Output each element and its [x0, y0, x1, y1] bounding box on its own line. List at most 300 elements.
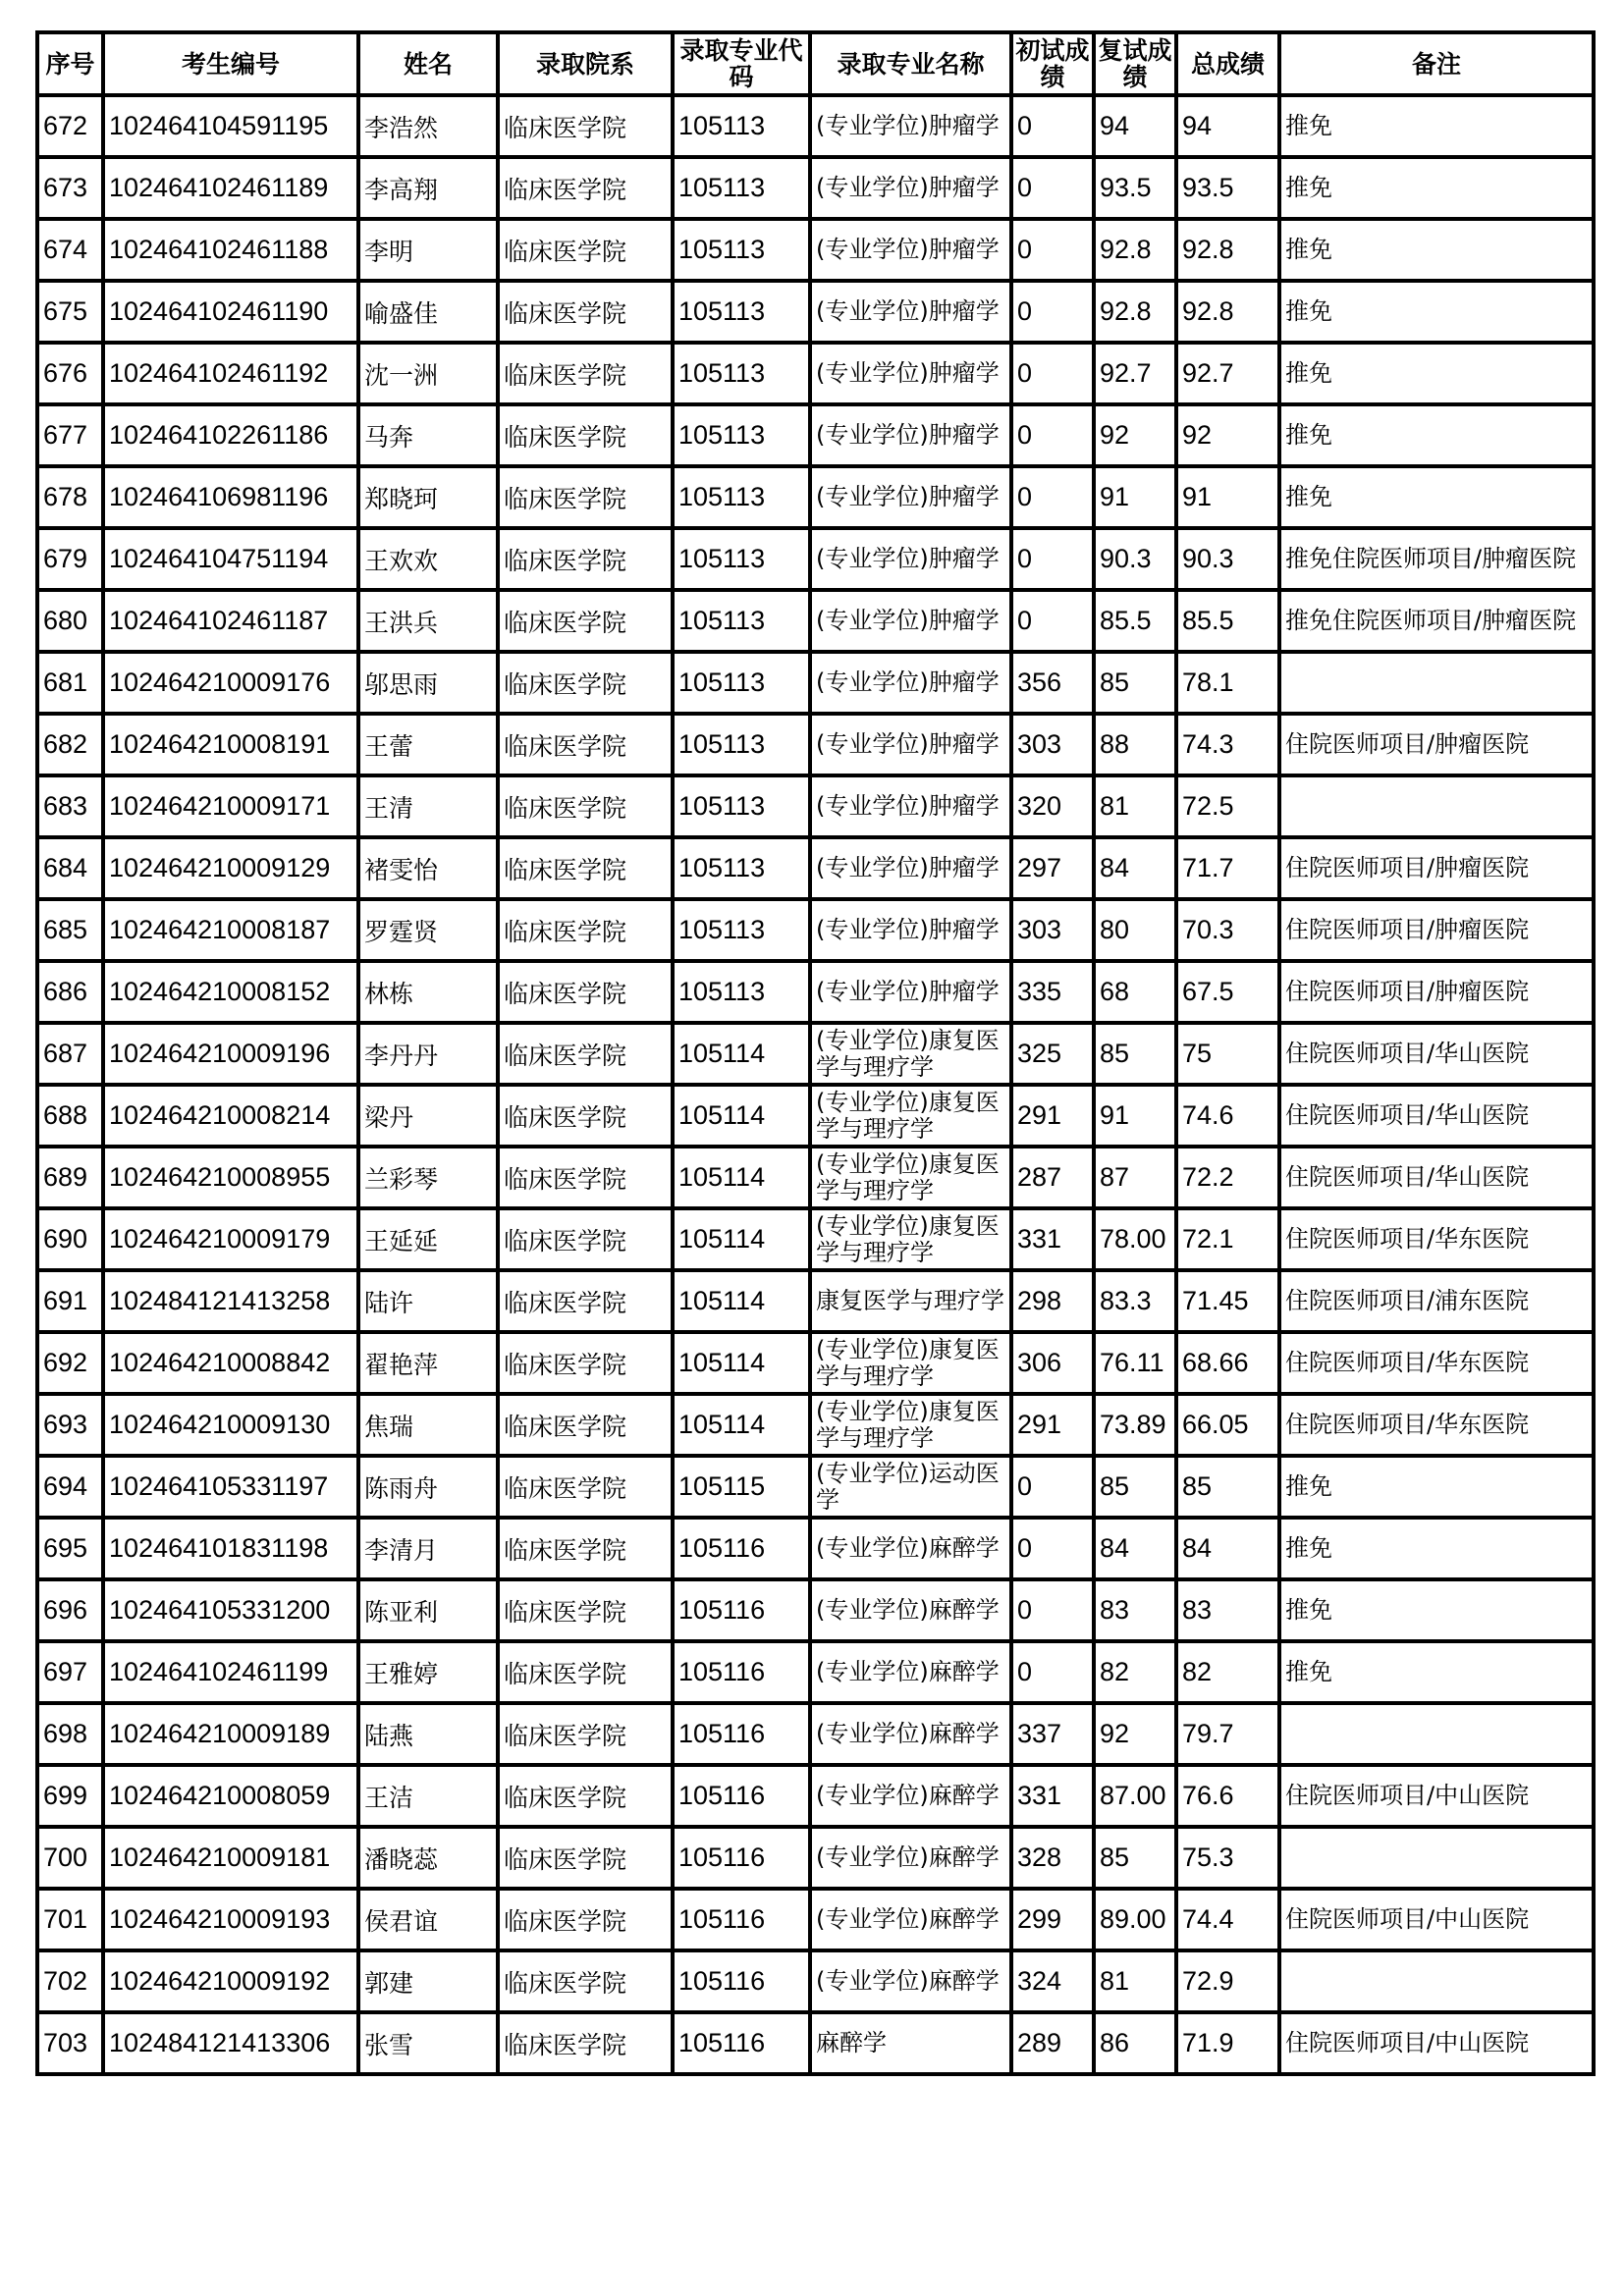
- cell-major-code: 105113: [673, 590, 810, 652]
- cell-prelim-score: 0: [1011, 343, 1094, 404]
- cell-major-name: 麻醉学: [810, 2012, 1011, 2074]
- cell-no: 693: [37, 1394, 103, 1456]
- cell-name: 王洪兵: [358, 590, 498, 652]
- cell-major-code: 105113: [673, 961, 810, 1023]
- cell-department: 临床医学院: [498, 1085, 673, 1147]
- cell-department: 临床医学院: [498, 961, 673, 1023]
- cell-candidate-id: 102464210009179: [103, 1208, 358, 1270]
- cell-name: 王洁: [358, 1765, 498, 1827]
- cell-no: 685: [37, 899, 103, 961]
- table-row: [37, 899, 1594, 961]
- cell-major-code: 105113: [673, 219, 810, 281]
- cell-major-name: (专业学位)肿瘤学: [810, 590, 1011, 652]
- cell-major-name: (专业学位)康复医学与理疗学: [810, 1023, 1011, 1085]
- cell-remarks: 推免住院医师项目/肿瘤医院: [1279, 590, 1594, 652]
- cell-prelim-score: 291: [1011, 1085, 1094, 1147]
- cell-candidate-id: 102464106981196: [103, 466, 358, 528]
- cell-major-name: (专业学位)肿瘤学: [810, 652, 1011, 714]
- cell-no: 673: [37, 157, 103, 219]
- cell-prelim-score: 0: [1011, 1641, 1094, 1703]
- cell-remarks: 住院医师项目/肿瘤医院: [1279, 714, 1594, 775]
- cell-candidate-id: 102464210009171: [103, 775, 358, 837]
- cell-remarks: [1279, 775, 1594, 837]
- cell-total-score: 94: [1176, 95, 1279, 157]
- table-row: [37, 157, 1594, 219]
- cell-major-name: (专业学位)肿瘤学: [810, 961, 1011, 1023]
- table-row: [37, 404, 1594, 466]
- cell-remarks: 住院医师项目/华东医院: [1279, 1332, 1594, 1394]
- cell-prelim-score: 331: [1011, 1208, 1094, 1270]
- cell-retest-score: 83.3: [1094, 1270, 1176, 1332]
- cell-candidate-id: 102464104751194: [103, 528, 358, 590]
- cell-remarks: 推免住院医师项目/肿瘤医院: [1279, 528, 1594, 590]
- cell-remarks: 住院医师项目/肿瘤医院: [1279, 837, 1594, 899]
- cell-major-code: 105114: [673, 1332, 810, 1394]
- cell-department: 临床医学院: [498, 1950, 673, 2012]
- cell-total-score: 75.3: [1176, 1827, 1279, 1889]
- cell-no: 696: [37, 1579, 103, 1641]
- cell-remarks: 住院医师项目/华山医院: [1279, 1085, 1594, 1147]
- cell-name: 郑晓珂: [358, 466, 498, 528]
- cell-no: 691: [37, 1270, 103, 1332]
- cell-department: 临床医学院: [498, 219, 673, 281]
- cell-name: 王雅婷: [358, 1641, 498, 1703]
- cell-total-score: 92.8: [1176, 281, 1279, 343]
- cell-total-score: 72.2: [1176, 1147, 1279, 1208]
- cell-remarks: 住院医师项目/肿瘤医院: [1279, 899, 1594, 961]
- cell-name: 李明: [358, 219, 498, 281]
- cell-prelim-score: 0: [1011, 466, 1094, 528]
- cell-department: 临床医学院: [498, 343, 673, 404]
- cell-major-name: (专业学位)麻醉学: [810, 1827, 1011, 1889]
- cell-retest-score: 73.89: [1094, 1394, 1176, 1456]
- cell-no: 701: [37, 1889, 103, 1950]
- cell-retest-score: 93.5: [1094, 157, 1176, 219]
- table-row: [37, 1147, 1594, 1208]
- cell-name: 兰彩琴: [358, 1147, 498, 1208]
- cell-major-code: 105116: [673, 1518, 810, 1579]
- cell-candidate-id: 102464210009189: [103, 1703, 358, 1765]
- table-row: [37, 1889, 1594, 1950]
- cell-name: 翟艳萍: [358, 1332, 498, 1394]
- admission-table: [35, 30, 1596, 2076]
- cell-total-score: 71.7: [1176, 837, 1279, 899]
- cell-major-code: 105114: [673, 1270, 810, 1332]
- header-retest-score: 复试成绩: [1094, 32, 1176, 95]
- cell-no: 675: [37, 281, 103, 343]
- cell-major-name: (专业学位)麻醉学: [810, 1889, 1011, 1950]
- cell-remarks: 住院医师项目/华东医院: [1279, 1208, 1594, 1270]
- cell-total-score: 92.7: [1176, 343, 1279, 404]
- cell-total-score: 74.6: [1176, 1085, 1279, 1147]
- cell-no: 702: [37, 1950, 103, 2012]
- cell-major-name: (专业学位)麻醉学: [810, 1641, 1011, 1703]
- cell-name: 陈亚利: [358, 1579, 498, 1641]
- cell-retest-score: 94: [1094, 95, 1176, 157]
- cell-candidate-id: 102464210009181: [103, 1827, 358, 1889]
- cell-no: 682: [37, 714, 103, 775]
- cell-department: 临床医学院: [498, 837, 673, 899]
- cell-name: 焦瑞: [358, 1394, 498, 1456]
- cell-major-code: 105113: [673, 528, 810, 590]
- header-remarks: 备注: [1279, 32, 1594, 95]
- cell-name: 潘晓蕊: [358, 1827, 498, 1889]
- cell-prelim-score: 0: [1011, 1579, 1094, 1641]
- cell-major-code: 105113: [673, 404, 810, 466]
- table-row: [37, 1456, 1594, 1518]
- table-row: [37, 219, 1594, 281]
- cell-remarks: [1279, 1827, 1594, 1889]
- cell-no: 678: [37, 466, 103, 528]
- cell-no: 674: [37, 219, 103, 281]
- cell-prelim-score: 337: [1011, 1703, 1094, 1765]
- cell-retest-score: 85: [1094, 1456, 1176, 1518]
- cell-candidate-id: 102464210008191: [103, 714, 358, 775]
- cell-candidate-id: 102464210008955: [103, 1147, 358, 1208]
- cell-prelim-score: 289: [1011, 2012, 1094, 2074]
- cell-prelim-score: 331: [1011, 1765, 1094, 1827]
- cell-department: 临床医学院: [498, 1394, 673, 1456]
- table-row: [37, 343, 1594, 404]
- cell-prelim-score: 0: [1011, 1456, 1094, 1518]
- cell-major-code: 105116: [673, 1827, 810, 1889]
- cell-major-name: (专业学位)肿瘤学: [810, 281, 1011, 343]
- cell-major-name: 康复医学与理疗学: [810, 1270, 1011, 1332]
- table-row: [37, 590, 1594, 652]
- cell-major-name: (专业学位)麻醉学: [810, 1703, 1011, 1765]
- cell-no: 687: [37, 1023, 103, 1085]
- cell-total-score: 78.1: [1176, 652, 1279, 714]
- cell-major-name: (专业学位)肿瘤学: [810, 775, 1011, 837]
- table-row: [37, 1579, 1594, 1641]
- cell-name: 喻盛佳: [358, 281, 498, 343]
- cell-major-name: (专业学位)康复医学与理疗学: [810, 1332, 1011, 1394]
- cell-name: 郭建: [358, 1950, 498, 2012]
- cell-retest-score: 85: [1094, 1827, 1176, 1889]
- cell-candidate-id: 102464102461190: [103, 281, 358, 343]
- table-row: [37, 95, 1594, 157]
- table-row: [37, 775, 1594, 837]
- cell-retest-score: 80: [1094, 899, 1176, 961]
- cell-retest-score: 85.5: [1094, 590, 1176, 652]
- cell-candidate-id: 102464102461189: [103, 157, 358, 219]
- table-row: [37, 281, 1594, 343]
- cell-no: 679: [37, 528, 103, 590]
- header-name: 姓名: [358, 32, 498, 95]
- cell-name: 王清: [358, 775, 498, 837]
- cell-department: 临床医学院: [498, 652, 673, 714]
- cell-retest-score: 85: [1094, 1023, 1176, 1085]
- cell-retest-score: 92.8: [1094, 219, 1176, 281]
- cell-name: 沈一洲: [358, 343, 498, 404]
- cell-prelim-score: 324: [1011, 1950, 1094, 2012]
- table-row: [37, 714, 1594, 775]
- cell-no: 692: [37, 1332, 103, 1394]
- cell-candidate-id: 102464210009196: [103, 1023, 358, 1085]
- cell-name: 王欢欢: [358, 528, 498, 590]
- cell-candidate-id: 102464210009176: [103, 652, 358, 714]
- cell-prelim-score: 0: [1011, 219, 1094, 281]
- cell-total-score: 72.1: [1176, 1208, 1279, 1270]
- cell-retest-score: 82: [1094, 1641, 1176, 1703]
- cell-department: 临床医学院: [498, 528, 673, 590]
- cell-prelim-score: 328: [1011, 1827, 1094, 1889]
- header-total-score: 总成绩: [1176, 32, 1279, 95]
- cell-name: 罗霆贤: [358, 899, 498, 961]
- cell-name: 林栋: [358, 961, 498, 1023]
- cell-remarks: 推免: [1279, 343, 1594, 404]
- cell-major-name: (专业学位)肿瘤学: [810, 343, 1011, 404]
- cell-major-name: (专业学位)肿瘤学: [810, 714, 1011, 775]
- cell-department: 临床医学院: [498, 1518, 673, 1579]
- cell-major-name: (专业学位)康复医学与理疗学: [810, 1208, 1011, 1270]
- cell-retest-score: 68: [1094, 961, 1176, 1023]
- cell-major-code: 105116: [673, 1950, 810, 2012]
- cell-major-name: (专业学位)麻醉学: [810, 1518, 1011, 1579]
- cell-candidate-id: 102464210009130: [103, 1394, 358, 1456]
- cell-retest-score: 84: [1094, 837, 1176, 899]
- table-row: [37, 837, 1594, 899]
- cell-retest-score: 90.3: [1094, 528, 1176, 590]
- cell-total-score: 70.3: [1176, 899, 1279, 961]
- cell-total-score: 72.9: [1176, 1950, 1279, 2012]
- header-row: [37, 32, 1594, 95]
- cell-major-code: 105113: [673, 466, 810, 528]
- header-prelim-score: 初试成绩: [1011, 32, 1094, 95]
- cell-remarks: [1279, 1703, 1594, 1765]
- table-row: [37, 1023, 1594, 1085]
- cell-prelim-score: 303: [1011, 714, 1094, 775]
- cell-remarks: 推免: [1279, 1456, 1594, 1518]
- cell-department: 临床医学院: [498, 157, 673, 219]
- cell-retest-score: 76.11: [1094, 1332, 1176, 1394]
- cell-no: 699: [37, 1765, 103, 1827]
- cell-total-score: 85.5: [1176, 590, 1279, 652]
- cell-candidate-id: 102464210009193: [103, 1889, 358, 1950]
- cell-department: 临床医学院: [498, 1270, 673, 1332]
- cell-candidate-id: 102464105331200: [103, 1579, 358, 1641]
- table-row: [37, 2012, 1594, 2074]
- cell-no: 686: [37, 961, 103, 1023]
- cell-total-score: 92: [1176, 404, 1279, 466]
- cell-department: 临床医学院: [498, 2012, 673, 2074]
- header-candidate-id: 考生编号: [103, 32, 358, 95]
- cell-candidate-id: 102464102461188: [103, 219, 358, 281]
- cell-candidate-id: 102464102461192: [103, 343, 358, 404]
- cell-candidate-id: 102464210009129: [103, 837, 358, 899]
- table-row: [37, 1332, 1594, 1394]
- cell-name: 陈雨舟: [358, 1456, 498, 1518]
- cell-department: 临床医学院: [498, 899, 673, 961]
- cell-prelim-score: 299: [1011, 1889, 1094, 1950]
- cell-total-score: 92.8: [1176, 219, 1279, 281]
- table-row: [37, 1394, 1594, 1456]
- header-no: 序号: [37, 32, 103, 95]
- cell-department: 临床医学院: [498, 1456, 673, 1518]
- cell-total-score: 71.45: [1176, 1270, 1279, 1332]
- cell-candidate-id: 102484121413306: [103, 2012, 358, 2074]
- cell-department: 临床医学院: [498, 1147, 673, 1208]
- cell-remarks: 住院医师项目/肿瘤医院: [1279, 961, 1594, 1023]
- cell-remarks: 推免: [1279, 219, 1594, 281]
- cell-major-code: 105113: [673, 157, 810, 219]
- cell-major-name: (专业学位)肿瘤学: [810, 528, 1011, 590]
- cell-candidate-id: 102464210008059: [103, 1765, 358, 1827]
- cell-remarks: 住院医师项目/华山医院: [1279, 1147, 1594, 1208]
- cell-no: 698: [37, 1703, 103, 1765]
- cell-retest-score: 91: [1094, 466, 1176, 528]
- cell-name: 马奔: [358, 404, 498, 466]
- cell-retest-score: 85: [1094, 652, 1176, 714]
- cell-no: 677: [37, 404, 103, 466]
- cell-no: 681: [37, 652, 103, 714]
- cell-total-score: 66.05: [1176, 1394, 1279, 1456]
- cell-major-name: (专业学位)康复医学与理疗学: [810, 1085, 1011, 1147]
- cell-department: 临床医学院: [498, 714, 673, 775]
- cell-department: 临床医学院: [498, 404, 673, 466]
- cell-department: 临床医学院: [498, 1765, 673, 1827]
- cell-major-code: 105113: [673, 837, 810, 899]
- cell-name: 王延延: [358, 1208, 498, 1270]
- cell-retest-score: 81: [1094, 1950, 1176, 2012]
- cell-major-code: 105114: [673, 1023, 810, 1085]
- cell-candidate-id: 102464102461199: [103, 1641, 358, 1703]
- cell-major-code: 105116: [673, 2012, 810, 2074]
- cell-remarks: 住院医师项目/中山医院: [1279, 1889, 1594, 1950]
- cell-major-code: 105116: [673, 1889, 810, 1950]
- cell-department: 临床医学院: [498, 466, 673, 528]
- cell-prelim-score: 320: [1011, 775, 1094, 837]
- cell-major-name: (专业学位)运动医学: [810, 1456, 1011, 1518]
- cell-remarks: 住院医师项目/中山医院: [1279, 1765, 1594, 1827]
- cell-no: 694: [37, 1456, 103, 1518]
- cell-name: 侯君谊: [358, 1889, 498, 1950]
- cell-no: 703: [37, 2012, 103, 2074]
- cell-major-code: 105116: [673, 1765, 810, 1827]
- cell-department: 临床医学院: [498, 95, 673, 157]
- table-row: [37, 1641, 1594, 1703]
- cell-major-name: (专业学位)麻醉学: [810, 1950, 1011, 2012]
- cell-no: 688: [37, 1085, 103, 1147]
- cell-prelim-score: 0: [1011, 157, 1094, 219]
- cell-total-score: 74.4: [1176, 1889, 1279, 1950]
- cell-prelim-score: 291: [1011, 1394, 1094, 1456]
- cell-retest-score: 92.7: [1094, 343, 1176, 404]
- cell-total-score: 76.6: [1176, 1765, 1279, 1827]
- cell-remarks: 推免: [1279, 281, 1594, 343]
- cell-total-score: 74.3: [1176, 714, 1279, 775]
- header-department: 录取院系: [498, 32, 673, 95]
- cell-retest-score: 87: [1094, 1147, 1176, 1208]
- cell-remarks: [1279, 652, 1594, 714]
- cell-remarks: 推免: [1279, 157, 1594, 219]
- table-row: [37, 652, 1594, 714]
- cell-major-code: 105116: [673, 1641, 810, 1703]
- cell-major-code: 105114: [673, 1147, 810, 1208]
- cell-total-score: 91: [1176, 466, 1279, 528]
- cell-retest-score: 88: [1094, 714, 1176, 775]
- cell-department: 临床医学院: [498, 1023, 673, 1085]
- table-row: [37, 1085, 1594, 1147]
- cell-retest-score: 78.00: [1094, 1208, 1176, 1270]
- cell-total-score: 85: [1176, 1456, 1279, 1518]
- cell-prelim-score: 0: [1011, 528, 1094, 590]
- cell-major-name: (专业学位)肿瘤学: [810, 95, 1011, 157]
- cell-no: 689: [37, 1147, 103, 1208]
- cell-name: 陆许: [358, 1270, 498, 1332]
- cell-prelim-score: 297: [1011, 837, 1094, 899]
- cell-department: 临床医学院: [498, 1208, 673, 1270]
- cell-candidate-id: 102464102261186: [103, 404, 358, 466]
- cell-candidate-id: 102464105331197: [103, 1456, 358, 1518]
- cell-major-code: 105113: [673, 714, 810, 775]
- cell-no: 680: [37, 590, 103, 652]
- cell-major-code: 105116: [673, 1579, 810, 1641]
- table-row: [37, 1518, 1594, 1579]
- cell-major-name: (专业学位)肿瘤学: [810, 837, 1011, 899]
- cell-total-score: 83: [1176, 1579, 1279, 1641]
- cell-total-score: 75: [1176, 1023, 1279, 1085]
- cell-department: 临床医学院: [498, 775, 673, 837]
- cell-remarks: 推免: [1279, 466, 1594, 528]
- cell-no: 697: [37, 1641, 103, 1703]
- cell-prelim-score: 0: [1011, 281, 1094, 343]
- cell-candidate-id: 102464101831198: [103, 1518, 358, 1579]
- cell-major-name: (专业学位)肿瘤学: [810, 899, 1011, 961]
- cell-candidate-id: 102464210008842: [103, 1332, 358, 1394]
- cell-remarks: 住院医师项目/华山医院: [1279, 1023, 1594, 1085]
- cell-department: 临床医学院: [498, 1579, 673, 1641]
- table-row: [37, 1208, 1594, 1270]
- cell-candidate-id: 102464102461187: [103, 590, 358, 652]
- cell-remarks: 推免: [1279, 404, 1594, 466]
- cell-retest-score: 92: [1094, 1703, 1176, 1765]
- header-major-code: 录取专业代码: [673, 32, 810, 95]
- table-row: [37, 1950, 1594, 2012]
- cell-no: 700: [37, 1827, 103, 1889]
- cell-no: 683: [37, 775, 103, 837]
- cell-major-code: 105116: [673, 1703, 810, 1765]
- cell-department: 临床医学院: [498, 1889, 673, 1950]
- cell-department: 临床医学院: [498, 1332, 673, 1394]
- cell-department: 临床医学院: [498, 281, 673, 343]
- cell-candidate-id: 102484121413258: [103, 1270, 358, 1332]
- cell-major-code: 105113: [673, 775, 810, 837]
- cell-name: 李清月: [358, 1518, 498, 1579]
- cell-retest-score: 83: [1094, 1579, 1176, 1641]
- cell-major-code: 105113: [673, 343, 810, 404]
- cell-no: 684: [37, 837, 103, 899]
- cell-major-code: 105114: [673, 1085, 810, 1147]
- cell-retest-score: 81: [1094, 775, 1176, 837]
- cell-major-name: (专业学位)康复医学与理疗学: [810, 1394, 1011, 1456]
- cell-major-code: 105114: [673, 1208, 810, 1270]
- cell-candidate-id: 102464210008214: [103, 1085, 358, 1147]
- cell-candidate-id: 102464210009192: [103, 1950, 358, 2012]
- cell-major-code: 105113: [673, 899, 810, 961]
- cell-major-code: 105113: [673, 652, 810, 714]
- cell-major-code: 105115: [673, 1456, 810, 1518]
- table-row: [37, 1703, 1594, 1765]
- cell-department: 临床医学院: [498, 1827, 673, 1889]
- cell-prelim-score: 0: [1011, 590, 1094, 652]
- cell-major-name: (专业学位)肿瘤学: [810, 466, 1011, 528]
- cell-retest-score: 84: [1094, 1518, 1176, 1579]
- cell-name: 李丹丹: [358, 1023, 498, 1085]
- cell-total-score: 72.5: [1176, 775, 1279, 837]
- cell-major-name: (专业学位)麻醉学: [810, 1579, 1011, 1641]
- cell-total-score: 79.7: [1176, 1703, 1279, 1765]
